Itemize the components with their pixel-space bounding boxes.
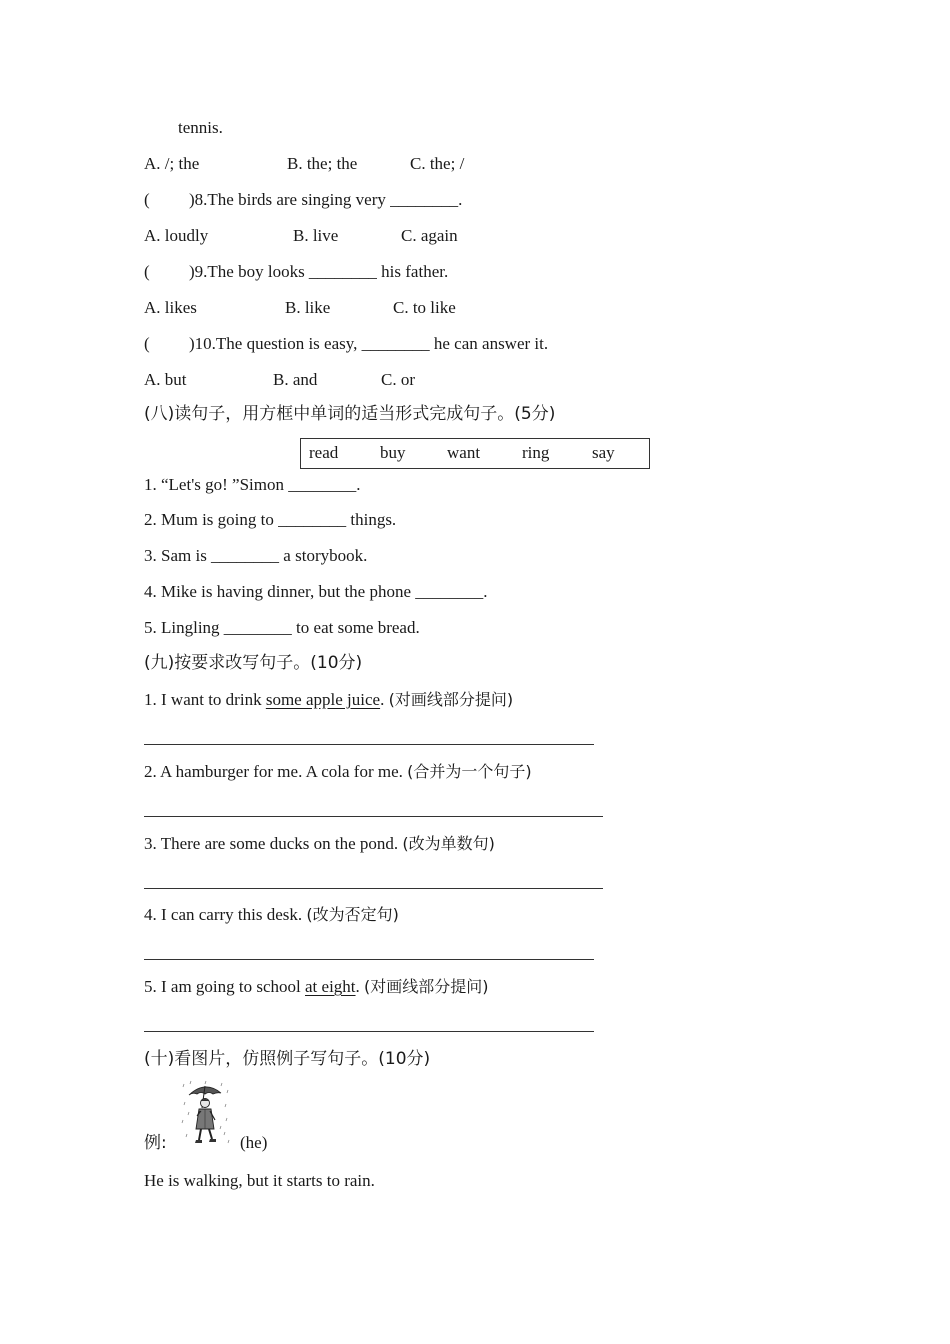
question-text: 1. I want to drink xyxy=(144,690,266,709)
section9-question-5 xyxy=(144,977,489,997)
section9-question-1 xyxy=(144,690,513,710)
section9-question-4 xyxy=(144,905,399,925)
question-text: 2. A hamburger for me. A cola for me. xyxy=(144,762,408,781)
section8-item: 3. Sam is ________ a storybook. xyxy=(144,546,368,565)
q7-option-a: A. /; the xyxy=(144,154,200,173)
q9-option-a: A. likes xyxy=(144,298,197,317)
section8-item: 4. Mike is having dinner, but the phone ________. xyxy=(144,582,488,601)
section10-title: (十)看图片，仿照例子写句子。(10分) xyxy=(144,1049,431,1069)
section8-title: (八)读句子，用方框中单词的适当形式完成句子。(5分) xyxy=(144,404,556,424)
q10-option-c: C. or xyxy=(381,370,415,389)
q8-option-c: C. again xyxy=(401,226,458,245)
q10-text: )10.The question is easy, ________ he can answer it. xyxy=(189,334,549,353)
q10-option-a: A. but xyxy=(144,370,187,389)
example-hint: (he) xyxy=(240,1133,268,1152)
section8-item: 1. “Let's go! ”Simon ________. xyxy=(144,475,361,494)
q7-option-b: B. the; the xyxy=(287,154,358,173)
example-answer: He is walking, but it starts to rain. xyxy=(144,1171,375,1190)
answer-line[interactable] xyxy=(144,1031,594,1032)
word-box-item: read xyxy=(309,443,339,462)
section9-question-2 xyxy=(144,762,532,782)
q8-paren: ( xyxy=(144,190,150,209)
q7-option-c: C. the; / xyxy=(410,154,465,173)
example-label: 例: xyxy=(144,1133,167,1153)
question-text: 4. I can carry this desk. xyxy=(144,905,307,924)
q8-option-b: B. live xyxy=(293,226,339,245)
instruction: (改为单数句) xyxy=(402,834,495,853)
section9-question-3 xyxy=(144,834,495,854)
question-text: . xyxy=(380,690,389,709)
q10-paren: ( xyxy=(144,334,150,353)
rain-umbrella-picture xyxy=(181,1080,231,1148)
word-box xyxy=(300,438,650,469)
word-box-item: buy xyxy=(380,443,406,462)
section8-item: 5. Lingling ________ to eat some bread. xyxy=(144,618,420,637)
answer-line[interactable] xyxy=(144,888,603,889)
q9-text: )9.The boy looks ________ his father. xyxy=(189,262,449,281)
q10-option-b: B. and xyxy=(273,370,318,389)
underlined-phrase: at eight xyxy=(305,977,356,996)
word-box-item: ring xyxy=(522,443,550,462)
section8-item: 2. Mum is going to ________ things. xyxy=(144,510,397,529)
q9-option-b: B. like xyxy=(285,298,331,317)
answer-line[interactable] xyxy=(144,959,594,960)
instruction: (对画线部分提问) xyxy=(388,690,514,709)
q8-text: )8.The birds are singing very ________. xyxy=(189,190,463,209)
word-box-item: want xyxy=(447,443,481,462)
q8-option-a: A. loudly xyxy=(144,226,209,245)
answer-line[interactable] xyxy=(144,816,603,817)
q9-paren: ( xyxy=(144,262,150,281)
question-text: . xyxy=(355,977,365,996)
q9-option-c: C. to like xyxy=(393,298,456,317)
question-text: 3. There are some ducks on the pond. xyxy=(144,834,403,853)
instruction: (对画线部分提问) xyxy=(364,977,489,996)
instruction: (合并为一个句子) xyxy=(407,762,532,781)
word-box-item: say xyxy=(592,443,615,462)
instruction: (改为否定句) xyxy=(306,905,399,924)
question-text: 5. I am going to school xyxy=(144,977,306,996)
answer-line[interactable] xyxy=(144,744,594,745)
q7-tail: tennis. xyxy=(178,118,223,137)
underlined-phrase: some apple juice xyxy=(265,690,381,709)
section9-title: (九)按要求改写句子。(10分) xyxy=(144,653,363,673)
